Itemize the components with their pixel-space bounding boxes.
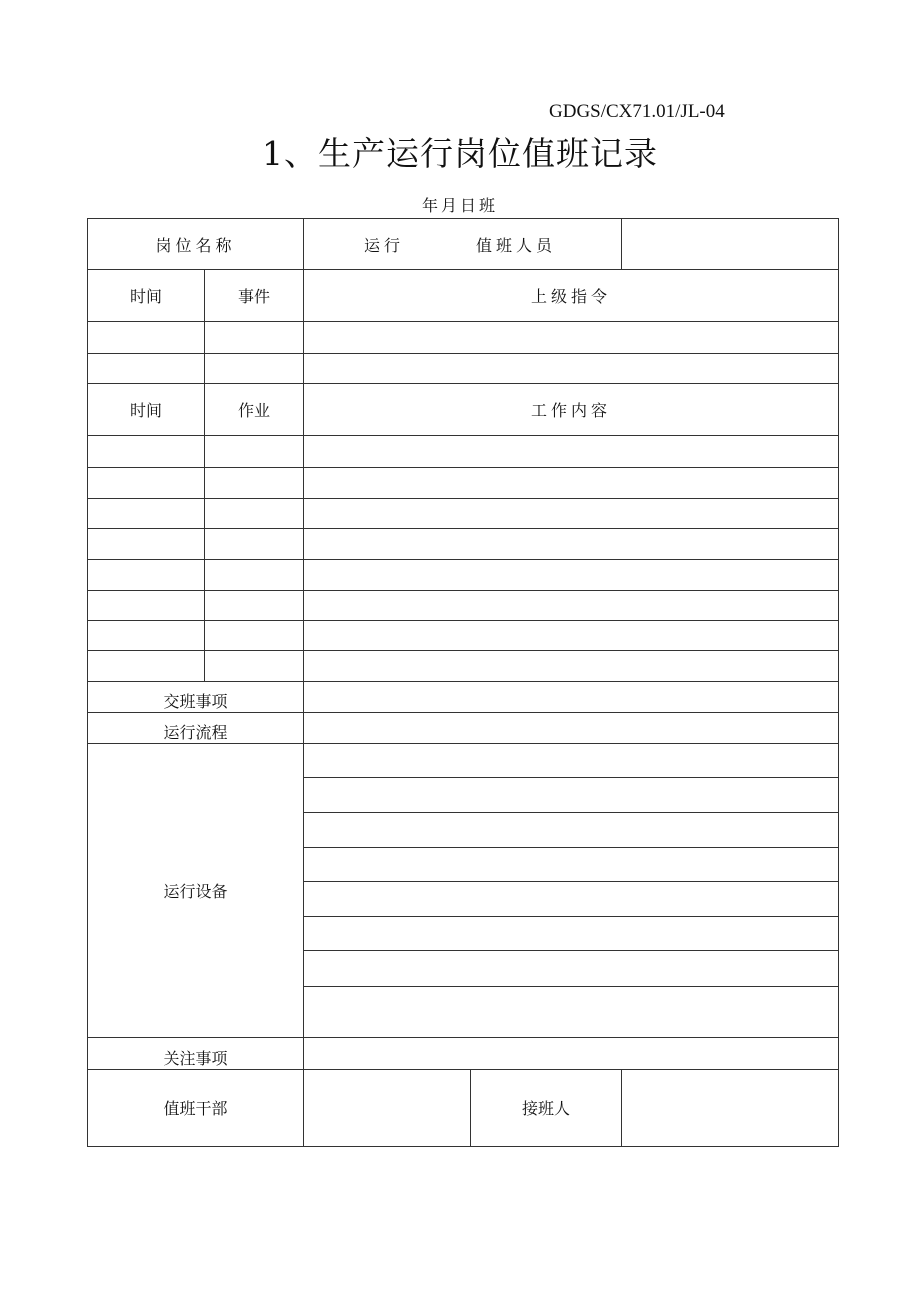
duty-staff-label: 值班人员: [476, 235, 557, 255]
equipment-line[interactable]: [304, 951, 839, 986]
work-type-cell[interactable]: [205, 528, 304, 559]
attention-label: 关注事项: [88, 1037, 304, 1069]
equipment-line[interactable]: [304, 917, 839, 951]
work-time-cell[interactable]: [88, 528, 205, 559]
order-event-cell[interactable]: [205, 354, 304, 384]
work-type-cell[interactable]: [205, 590, 304, 620]
equipment-line[interactable]: [304, 744, 839, 778]
order-time-cell[interactable]: [88, 354, 205, 384]
order-content-cell[interactable]: [304, 354, 839, 384]
work-time-cell[interactable]: [88, 590, 205, 620]
superior-order-header: 上级指令: [304, 270, 839, 322]
work-content-header: 工作内容: [304, 384, 839, 436]
table-row: [88, 559, 839, 590]
equipment-line[interactable]: [304, 848, 839, 882]
work-content-cell[interactable]: [304, 559, 839, 590]
event-header: 事件: [205, 270, 304, 322]
table-row: [88, 590, 839, 620]
work-time-cell[interactable]: [88, 498, 205, 528]
work-content-cell[interactable]: [304, 467, 839, 498]
order-time-cell[interactable]: [88, 322, 205, 354]
work-time-cell[interactable]: [88, 559, 205, 590]
work-type-cell[interactable]: [205, 498, 304, 528]
run-label: 运行: [364, 235, 405, 255]
equipment-line[interactable]: [304, 986, 839, 1037]
duty-cadre-label: 值班干部: [88, 1069, 304, 1146]
process-value[interactable]: [304, 713, 839, 744]
order-content-cell[interactable]: [304, 322, 839, 354]
shift-date-line: 年月日班: [421, 196, 498, 215]
work-header: 作业: [205, 384, 304, 436]
work-type-cell[interactable]: [205, 467, 304, 498]
equipment-line[interactable]: [304, 778, 839, 813]
work-content-cell[interactable]: [304, 436, 839, 467]
time-header-2: 时间: [88, 384, 205, 436]
table-row: [88, 322, 839, 354]
table-row: [88, 354, 839, 384]
work-content-cell[interactable]: [304, 650, 839, 681]
table-row: [88, 467, 839, 498]
work-content-cell[interactable]: [304, 528, 839, 559]
duty-record-table: [87, 218, 839, 1147]
post-name-label: 岗位名称: [88, 219, 304, 270]
handover-label: 交班事项: [88, 681, 304, 712]
document-code: GDGS/CX71.01/JL-04: [549, 101, 725, 122]
table-row: [88, 620, 839, 650]
equipment-label: 运行设备: [88, 744, 304, 1038]
work-time-cell[interactable]: [88, 620, 205, 650]
work-type-cell[interactable]: [205, 620, 304, 650]
receiver-label: 接班人: [471, 1069, 622, 1146]
receiver-value[interactable]: [622, 1069, 839, 1146]
equipment-line[interactable]: [304, 882, 839, 917]
table-row: [88, 436, 839, 467]
attention-value[interactable]: [304, 1037, 839, 1069]
table-row: [88, 498, 839, 528]
process-label: 运行流程: [88, 713, 304, 744]
order-event-cell[interactable]: [205, 322, 304, 354]
work-content-cell[interactable]: [304, 498, 839, 528]
work-type-cell[interactable]: [205, 559, 304, 590]
work-time-cell[interactable]: [88, 436, 205, 467]
run-duty-staff-cell: [304, 219, 622, 270]
work-type-cell[interactable]: [205, 650, 304, 681]
page-title: 1、生产运行岗位值班记录: [262, 134, 658, 173]
work-time-cell[interactable]: [88, 650, 205, 681]
handover-value[interactable]: [304, 681, 839, 712]
work-content-cell[interactable]: [304, 590, 839, 620]
duty-cadre-value[interactable]: [304, 1069, 471, 1146]
time-header-1: 时间: [88, 270, 205, 322]
work-type-cell[interactable]: [205, 436, 304, 467]
table-row: [88, 528, 839, 559]
work-time-cell[interactable]: [88, 467, 205, 498]
equipment-line[interactable]: [304, 813, 839, 848]
table-row: [88, 650, 839, 681]
work-content-cell[interactable]: [304, 620, 839, 650]
duty-staff-value[interactable]: [622, 219, 839, 270]
